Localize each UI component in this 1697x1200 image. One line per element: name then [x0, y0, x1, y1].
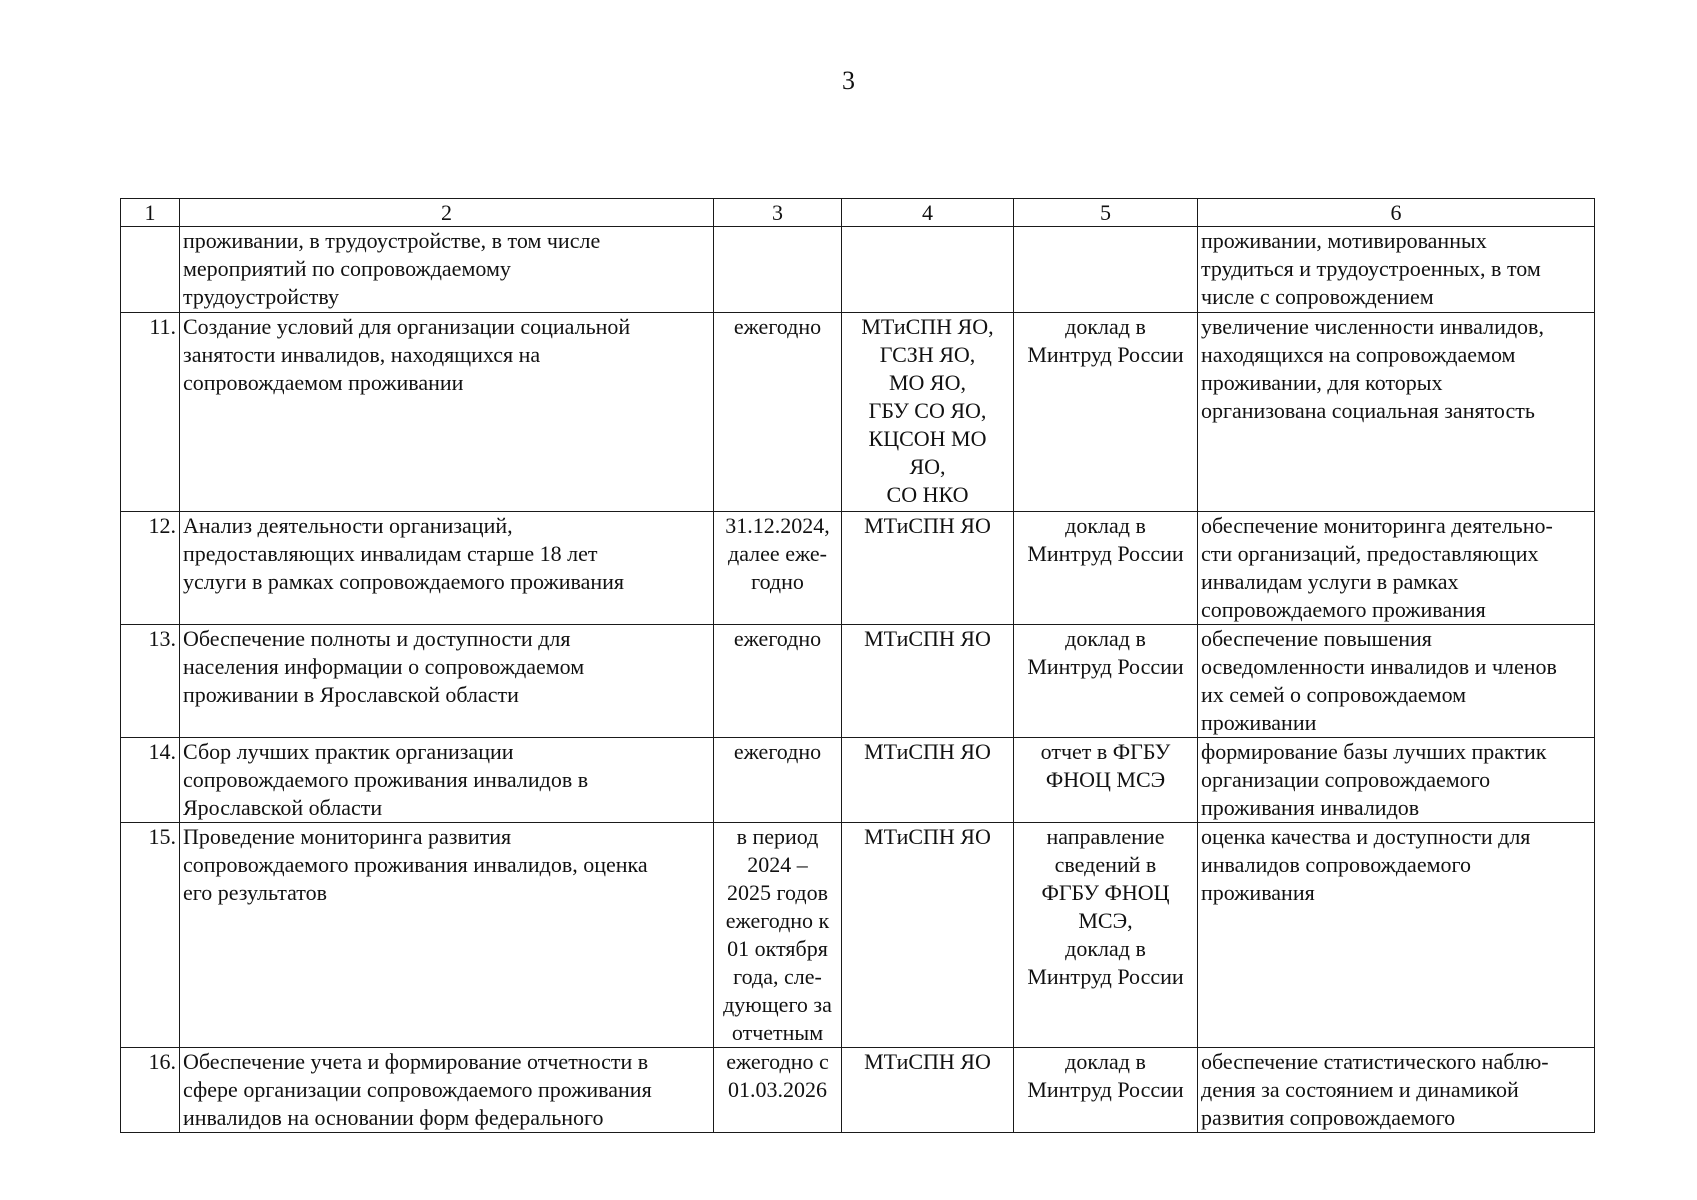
table-row: [121, 227, 1595, 313]
measure-cell: Создание условий для организации социальной занятости инвалидов, находящихся на сопровождаемом проживании: [180, 313, 714, 512]
deadline-cell: ежегодно: [714, 313, 842, 512]
executor-cell: МТиСПН ЯО: [842, 1048, 1014, 1133]
row-number: 12.: [121, 512, 180, 625]
executor-cell: МТиСПН ЯО: [842, 823, 1014, 1048]
measure-cell: Обеспечение учета и формирование отчетности в сфере организации сопровождаемого проживания инвалидов на основании форм федерального: [180, 1048, 714, 1133]
executor-cell: МТиСПН ЯО: [842, 625, 1014, 738]
row-number: 11.: [121, 313, 180, 512]
column-header: 5: [1014, 199, 1198, 227]
executor-cell: МТиСПН ЯО: [842, 512, 1014, 625]
deadline-cell: в период 2024 – 2025 годов ежегодно к 01 октября года, сле- дующего за отчетным: [714, 823, 842, 1048]
executor-cell: МТиСПН ЯО, ГСЗН ЯО, МО ЯО, ГБУ СО ЯО, КЦСОН МО ЯО, СО НКО: [842, 313, 1014, 512]
result-form-cell: отчет в ФГБУ ФНОЦ МСЭ: [1014, 738, 1198, 823]
table-header-row: [121, 199, 1595, 227]
column-header: 4: [842, 199, 1014, 227]
result-form-cell: доклад в Минтруд России: [1014, 313, 1198, 512]
measures-table: [120, 198, 1595, 1133]
outcome-cell: обеспечение повышения осведомленности инвалидов и членов их семей о сопровождаемом проживании: [1198, 625, 1595, 738]
row-number: [121, 227, 180, 313]
deadline-cell: ежегодно: [714, 738, 842, 823]
page-number: 3: [842, 66, 855, 95]
table-row: [121, 512, 1595, 625]
table-row: [121, 1048, 1595, 1133]
deadline-cell: [714, 227, 842, 313]
column-header: 6: [1198, 199, 1595, 227]
deadline-cell: ежегодно с 01.03.2026: [714, 1048, 842, 1133]
executor-cell: МТиСПН ЯО: [842, 738, 1014, 823]
result-form-cell: доклад в Минтруд России: [1014, 625, 1198, 738]
outcome-cell: обеспечение статистического наблю- дения за состоянием и динамикой развития сопровождаемого: [1198, 1048, 1595, 1133]
result-form-cell: направление сведений в ФГБУ ФНОЦ МСЭ, доклад в Минтруд России: [1014, 823, 1198, 1048]
column-header: 3: [714, 199, 842, 227]
measure-cell: проживании, в трудоустройстве, в том числе мероприятий по сопровождаемому трудоустройству: [180, 227, 714, 313]
table-row: [121, 313, 1595, 512]
outcome-cell: увеличение численности инвалидов, находящихся на сопровождаемом проживании, для которых организована социальная занятость: [1198, 313, 1595, 512]
row-number: 15.: [121, 823, 180, 1048]
row-number: 13.: [121, 625, 180, 738]
table-row: [121, 823, 1595, 1048]
row-number: 14.: [121, 738, 180, 823]
deadline-cell: 31.12.2024, далее еже- годно: [714, 512, 842, 625]
outcome-cell: оценка качества и доступности для инвалидов сопровождаемого проживания: [1198, 823, 1595, 1048]
column-header: 1: [121, 199, 180, 227]
measure-cell: Анализ деятельности организаций, предоставляющих инвалидам старше 18 лет услуги в рамках сопровождаемого проживания: [180, 512, 714, 625]
deadline-cell: ежегодно: [714, 625, 842, 738]
measure-cell: Сбор лучших практик организации сопровождаемого проживания инвалидов в Ярославской области: [180, 738, 714, 823]
measure-cell: Проведение мониторинга развития сопровождаемого проживания инвалидов, оценка его результатов: [180, 823, 714, 1048]
outcome-cell: формирование базы лучших практик организации сопровождаемого проживания инвалидов: [1198, 738, 1595, 823]
result-form-cell: доклад в Минтруд России: [1014, 512, 1198, 625]
outcome-cell: проживании, мотивированных трудиться и трудоустроенных, в том числе с сопровождением: [1198, 227, 1595, 313]
row-number: 16.: [121, 1048, 180, 1133]
measure-cell: Обеспечение полноты и доступности для населения информации о сопровождаемом проживании в Ярославской области: [180, 625, 714, 738]
outcome-cell: обеспечение мониторинга деятельно- сти организаций, предоставляющих инвалидам услуги в рамках сопровождаемого проживания: [1198, 512, 1595, 625]
executor-cell: [842, 227, 1014, 313]
result-form-cell: доклад в Минтруд России: [1014, 1048, 1198, 1133]
column-header: 2: [180, 199, 714, 227]
result-form-cell: [1014, 227, 1198, 313]
table-row: [121, 738, 1595, 823]
table-row: [121, 625, 1595, 738]
